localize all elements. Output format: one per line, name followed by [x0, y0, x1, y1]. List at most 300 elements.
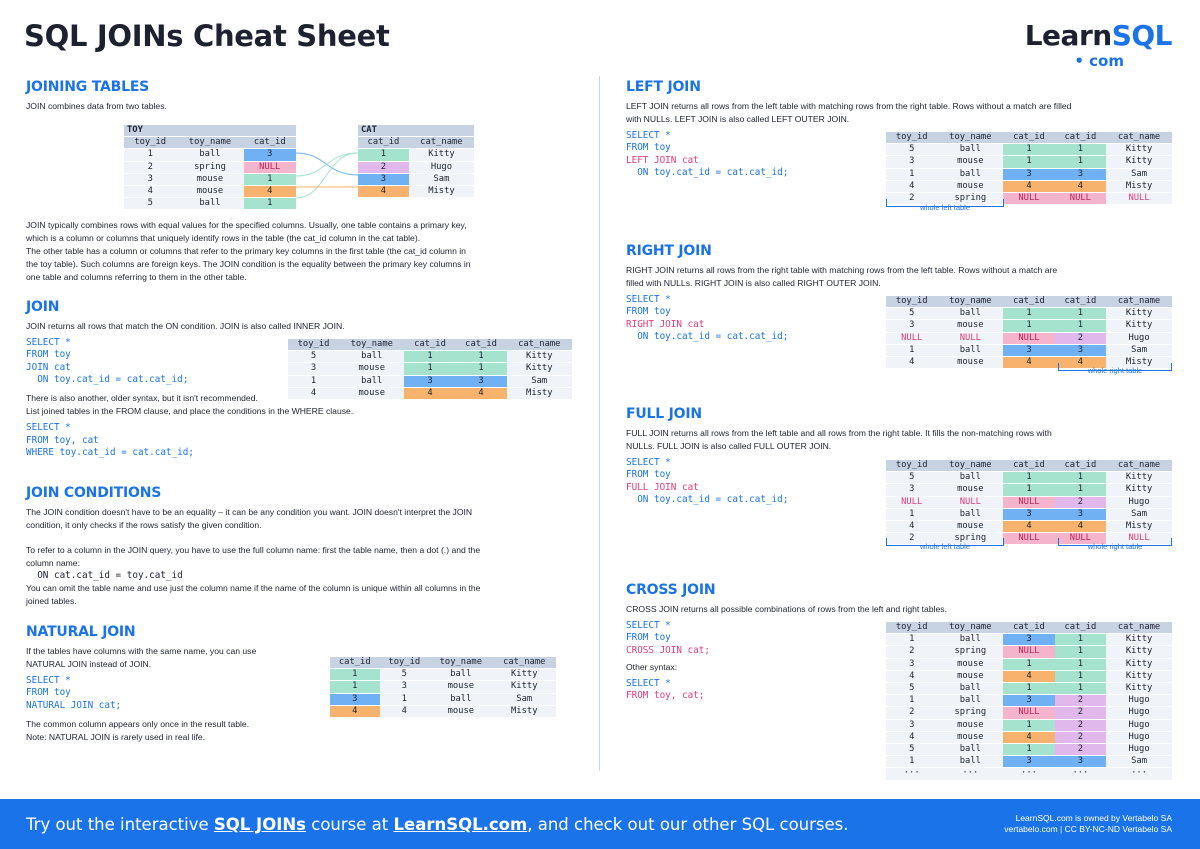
table-cell: 4 [404, 387, 455, 399]
table-cell: spring [176, 161, 243, 173]
table-cell: Sam [1106, 756, 1172, 768]
section-natural-join [26, 623, 256, 744]
table-row [886, 508, 1172, 520]
table-cell: ··· [886, 768, 937, 780]
table-cell: 2 [1055, 744, 1106, 756]
footer-cta [26, 814, 849, 835]
table-cell: 2 [886, 193, 937, 205]
table-cell: 2 [1055, 707, 1106, 719]
table-cell: Kitty [493, 669, 556, 681]
table-cell: 1 [1055, 472, 1106, 484]
conditions-p3: To refer to a column in the JOIN query, you have to use the full column name: first the table name, then a dot (.) and the [26, 545, 481, 556]
table-row [886, 707, 1172, 719]
table-row [886, 683, 1172, 695]
table-cell: ball [937, 634, 1003, 646]
table-cell: 1 [1003, 719, 1054, 731]
table-cell: Kitty [1106, 472, 1172, 484]
code-line: SELECT * [626, 130, 671, 142]
table-cell: NULL [886, 496, 937, 508]
table-cell: Hugo [1106, 744, 1172, 756]
table-cell: 4 [380, 705, 430, 717]
table-cell: NULL [244, 161, 296, 173]
table-cell: 1 [358, 149, 409, 161]
table-cell: 1 [1003, 744, 1054, 756]
table-cell: Kitty [507, 363, 572, 375]
table-cell: 3 [886, 719, 937, 731]
table-cell: 4 [886, 670, 937, 682]
left-brace-label: whole left table [919, 203, 971, 212]
left-p1: LEFT JOIN returns all rows from the left table with matching rows from the right table. Rows without a match are filled [626, 101, 1072, 112]
column-header: cat_id [1003, 296, 1054, 308]
join-note-1: There is also another, older syntax, but it isn't recommended. [26, 393, 258, 404]
logo-sql: SQL [1111, 19, 1172, 52]
column-header: cat_id [1003, 622, 1054, 634]
table-cell: 4 [1055, 357, 1106, 369]
table-cell: 1 [1003, 472, 1054, 484]
joining-intro: JOIN combines data from two tables. [26, 101, 167, 112]
table-cell: 3 [244, 149, 296, 161]
table-cell: NULL [1106, 533, 1172, 545]
table-cell: 4 [1003, 521, 1054, 533]
cross-heading: CROSS JOIN [626, 582, 716, 598]
table-cell: ball [429, 693, 492, 705]
table-cell: mouse [937, 484, 1003, 496]
conditions-p2: condition, it only checks if the rows satisfy the given condition. [26, 520, 262, 531]
table-cell: 1 [1003, 658, 1054, 670]
code-line: FULL JOIN cat [626, 481, 699, 493]
table-cell: 2 [124, 161, 176, 173]
table-row [358, 173, 474, 185]
table-cell: mouse [937, 180, 1003, 192]
table-cell: ball [176, 198, 243, 210]
code-line: ON toy.cat_id = cat.cat_id; [626, 167, 789, 179]
table-cell: mouse [176, 186, 243, 198]
natural-p1: If the tables have columns with the same name, you can use [26, 646, 257, 657]
table-cell: NULL [1003, 193, 1054, 205]
table-cell: 5 [886, 744, 937, 756]
right-heading: RIGHT JOIN [626, 243, 712, 259]
table-row [886, 695, 1172, 707]
join-result-table [288, 339, 572, 400]
natural-heading: NATURAL JOIN [26, 624, 136, 640]
table-cell: spring [937, 646, 1003, 658]
table-cell: 5 [124, 198, 176, 210]
table-cell: Hugo [409, 161, 474, 173]
code-line: WHERE toy.cat_id = cat.cat_id; [26, 446, 194, 458]
table-cell: 2 [1055, 731, 1106, 743]
table-cell: 5 [886, 472, 937, 484]
table-cell: 3 [288, 363, 339, 375]
table-cell: 3 [886, 658, 937, 670]
table-cell: mouse [429, 705, 492, 717]
table-cell: Kitty [1106, 156, 1172, 168]
table-cell: 3 [886, 320, 937, 332]
table-cell: 1 [244, 173, 296, 185]
table-cell: 4 [244, 186, 296, 198]
full-left-brace-label: whole left table [919, 542, 971, 551]
table-cell: mouse [937, 156, 1003, 168]
column-header: cat_name [1106, 460, 1172, 472]
conditions-p6: joined tables. [26, 596, 77, 607]
column-header: cat_id [456, 339, 507, 351]
cta-text: , and check out our other SQL courses. [527, 815, 849, 834]
table-cell: 5 [886, 683, 937, 695]
table-cell: 1 [1055, 156, 1106, 168]
table-row [288, 351, 572, 363]
code-line: SELECT * [626, 457, 671, 469]
column-header: cat_name [493, 657, 556, 669]
conditions-code: ON cat.cat_id = toy.cat_id [26, 570, 183, 582]
table-cell: Hugo [1106, 719, 1172, 731]
table-cell: Misty [1106, 521, 1172, 533]
table-cell: 3 [1055, 344, 1106, 356]
table-cell: ball [937, 744, 1003, 756]
code-line: LEFT JOIN cat [626, 154, 699, 166]
kw-select: SELECT * [26, 337, 71, 349]
column-header: toy_id [380, 657, 430, 669]
table-row [886, 658, 1172, 670]
right-result-table [886, 296, 1172, 369]
column-header: cat_id [244, 137, 296, 149]
table-row [358, 161, 474, 173]
column-header: toy_id [124, 137, 176, 149]
footer-ownership [1004, 813, 1172, 835]
table-cell: 4 [886, 731, 937, 743]
owner-line-2: vertabelo.com | CC BY-NC-ND Vertabelo SA [1004, 824, 1172, 834]
code-line: SELECT * [26, 422, 71, 434]
table-cell: Hugo [1106, 332, 1172, 344]
table-cell: 1 [1055, 670, 1106, 682]
table-cell: Kitty [1106, 484, 1172, 496]
table-cell: 3 [358, 173, 409, 185]
learnsql-link[interactable]: LearnSQL.com [393, 815, 528, 834]
right-p1: RIGHT JOIN returns all rows from the right table with matching rows from the left table. Rows without a match are [626, 265, 1058, 276]
table-cell: Kitty [1106, 308, 1172, 320]
table-cell: NULL [1003, 533, 1054, 545]
table-cell: NULL [937, 332, 1003, 344]
table-cell: ball [937, 508, 1003, 520]
table-cell: 4 [886, 521, 937, 533]
table-cell: 2 [1055, 719, 1106, 731]
logo-com: • com [1074, 52, 1124, 70]
code-line: SELECT * [626, 294, 671, 306]
table-cell: ball [937, 472, 1003, 484]
table-cell: ball [937, 308, 1003, 320]
column-header: cat_name [1106, 296, 1172, 308]
table-cell: 4 [1003, 180, 1054, 192]
table-cell: 2 [886, 533, 937, 545]
conditions-p1: The JOIN condition doesn't have to be an equality – it can be any condition you want. JOIN doesn't interpret the JOIN [26, 507, 473, 518]
table-cell: 1 [1055, 683, 1106, 695]
join-connector-lines [296, 125, 358, 205]
table-cell: 1 [288, 375, 339, 387]
code-line: NATURAL JOIN cat; [26, 699, 122, 711]
table-cell: 3 [1055, 508, 1106, 520]
table-cell: mouse [429, 681, 492, 693]
column-header: cat_id [1003, 460, 1054, 472]
footer-banner [0, 799, 1200, 849]
table-cell: mouse [339, 387, 404, 399]
table-row [886, 634, 1172, 646]
table-row [330, 705, 556, 717]
code-line: RIGHT JOIN cat [626, 318, 705, 330]
table-row [358, 186, 474, 198]
table-cell: mouse [937, 731, 1003, 743]
table-cell: 1 [1055, 308, 1106, 320]
table-row [288, 375, 572, 387]
table-cell: NULL [1003, 332, 1054, 344]
table-cell: Kitty [507, 351, 572, 363]
code-line: ON toy.cat_id = cat.cat_id; [626, 331, 789, 343]
table-cell: 4 [1003, 357, 1054, 369]
join-note-2: List joined tables in the FROM clause, and place the conditions in the WHERE clause. [26, 406, 354, 417]
table-cell: 4 [456, 387, 507, 399]
table-row [886, 521, 1172, 533]
table-cell: ··· [1055, 768, 1106, 780]
joining-para-3: The other table has a column or columns that refer to the primary key columns in the first table (the cat_id column in [26, 246, 466, 256]
table-cell: 3 [1003, 508, 1054, 520]
table-cell: 3 [1003, 168, 1054, 180]
table-row [886, 144, 1172, 156]
table-row [358, 149, 474, 161]
logo-learn: Learn [1024, 19, 1112, 52]
table-cell: NULL [1003, 496, 1054, 508]
code-line: CROSS JOIN cat; [626, 644, 710, 656]
column-header: toy_name [429, 657, 492, 669]
table-row [886, 180, 1172, 192]
column-header: cat_name [1106, 622, 1172, 634]
table-cell: NULL [1055, 193, 1106, 205]
column-header: cat_id [330, 657, 380, 669]
table-cell: Misty [493, 705, 556, 717]
kw-on: ON toy.cat_id = cat.cat_id; [26, 374, 189, 386]
table-cell: 4 [1003, 731, 1054, 743]
conditions-heading: JOIN CONDITIONS [26, 485, 162, 501]
full-heading: FULL JOIN [626, 406, 702, 422]
table-cell: 5 [380, 669, 430, 681]
table-cell: ··· [1106, 768, 1172, 780]
table-cell: ··· [937, 768, 1003, 780]
table-cell: mouse [937, 320, 1003, 332]
table-cell: 1 [1003, 308, 1054, 320]
table-cell: 4 [1055, 180, 1106, 192]
table-cell: NULL [1003, 707, 1054, 719]
table-cell: 2 [1055, 332, 1106, 344]
table-cell: 4 [886, 180, 937, 192]
table-cell: Kitty [1106, 670, 1172, 682]
table-row [288, 387, 572, 399]
table-cell: ball [937, 683, 1003, 695]
table-cell: 1 [886, 344, 937, 356]
table-cell: spring [937, 533, 1003, 545]
full-right-brace-label: whole right table [1087, 542, 1143, 551]
table-cell: Sam [1106, 508, 1172, 520]
table-cell: NULL [1003, 646, 1054, 658]
table-row [886, 756, 1172, 768]
column-header: toy_id [288, 339, 339, 351]
table-cell: ball [937, 168, 1003, 180]
table-cell: 4 [330, 705, 380, 717]
table-cell: NULL [886, 332, 937, 344]
table-row [886, 156, 1172, 168]
table-row [886, 320, 1172, 332]
joining-para-5: one table and columns referring to them in the other table. [26, 272, 247, 282]
table-row [886, 332, 1172, 344]
code-line: SELECT * [626, 678, 671, 690]
table-cell: 1 [456, 363, 507, 375]
natural-p4: Note: NATURAL JOIN is rarely used in real life. [26, 732, 206, 743]
table-cell: spring [937, 707, 1003, 719]
table-cell: ··· [1003, 768, 1054, 780]
table-row [886, 646, 1172, 658]
table-cell: mouse [339, 363, 404, 375]
column-header: toy_name [937, 460, 1003, 472]
table-cell: ball [937, 695, 1003, 707]
table-row [886, 719, 1172, 731]
table-cell: 1 [1055, 484, 1106, 496]
code-line: FROM toy, cat [26, 434, 99, 446]
joining-para-1: JOIN typically combines rows with equal values for the specified columns. Usually, one table contains a primary key, [26, 220, 467, 230]
section-joining-tables [26, 78, 167, 113]
table-cell: 1 [1055, 646, 1106, 658]
column-header: cat_id [1055, 132, 1106, 144]
table-cell: Kitty [1106, 320, 1172, 332]
table-cell: 5 [886, 144, 937, 156]
column-header: toy_name [176, 137, 243, 149]
table-cell: 4 [1003, 670, 1054, 682]
left-heading: LEFT JOIN [626, 79, 701, 95]
table-cell: mouse [937, 719, 1003, 731]
code-line: FROM toy [626, 632, 671, 644]
join-desc: JOIN returns all rows that match the ON condition. JOIN is also called INNER JOIN. [26, 321, 345, 332]
table-cell: 1 [404, 363, 455, 375]
learnsql-logo[interactable] [1022, 18, 1172, 70]
table-cell: 3 [886, 156, 937, 168]
code-line: SELECT * [26, 675, 71, 687]
cross-other: Other syntax: [626, 662, 678, 673]
table-cell: 1 [886, 508, 937, 520]
table-row [886, 670, 1172, 682]
table-row [124, 149, 296, 161]
table-cell: Kitty [1106, 646, 1172, 658]
table-cell: mouse [937, 670, 1003, 682]
natural-code [26, 675, 256, 712]
table-cell: mouse [937, 521, 1003, 533]
column-header: toy_name [937, 622, 1003, 634]
table-cell: 1 [886, 634, 937, 646]
table-cell: 3 [1003, 695, 1054, 707]
table-cell: 1 [330, 681, 380, 693]
table-cell: Misty [507, 387, 572, 399]
joining-para-2: which is a column or columns that uniquely identify rows in the table (the cat_id column in the cat table). [26, 233, 421, 243]
table-cell: Misty [1106, 357, 1172, 369]
kw-from: FROM toy [26, 349, 71, 361]
table-cell: 4 [288, 387, 339, 399]
table-cell: 5 [886, 308, 937, 320]
column-header: toy_name [937, 296, 1003, 308]
table-cell: 3 [1055, 756, 1106, 768]
table-cell: 4 [358, 186, 409, 198]
code-line: FROM toy [26, 687, 71, 699]
natural-p3: The common column appears only once in the result table. [26, 719, 250, 730]
joining-heading: JOINING TABLES [26, 79, 150, 95]
column-header: cat_id [1055, 460, 1106, 472]
full-p1: FULL JOIN returns all rows from the left table and all rows from the right table. It fills the non-matching rows with [626, 428, 1052, 439]
table-cell: 3 [456, 375, 507, 387]
table-cell: ball [937, 344, 1003, 356]
table-cell: Hugo [1106, 731, 1172, 743]
column-header: cat_name [1106, 132, 1172, 144]
sql-joins-course-link[interactable]: SQL JOINs [213, 815, 306, 834]
conditions-p4: column name: [26, 558, 80, 569]
table-cell: Kitty [493, 681, 556, 693]
table-cell: 1 [380, 693, 430, 705]
conditions-p5: You can omit the table name and use just the column name if the name of the column is unique within all columns in the [26, 583, 481, 594]
table-row [288, 363, 572, 375]
table-row [330, 693, 556, 705]
cross-result-table [886, 622, 1172, 781]
join-code-2 [26, 422, 353, 459]
column-header: cat_id [1055, 296, 1106, 308]
table-cell: Sam [507, 375, 572, 387]
table-cell: ball [937, 756, 1003, 768]
code-line: FROM toy, cat; [626, 690, 705, 702]
table-cell: 3 [330, 693, 380, 705]
table-cell: Sam [493, 693, 556, 705]
table-cell: Sam [409, 173, 474, 185]
table-cell: 1 [1055, 634, 1106, 646]
right-brace-label: whole right table [1087, 366, 1143, 375]
table-cell: Misty [409, 186, 474, 198]
table-cell: 1 [330, 669, 380, 681]
table-cell: 5 [288, 351, 339, 363]
table-cell: 1 [404, 351, 455, 363]
table-row [886, 731, 1172, 743]
table-cell: Kitty [1106, 634, 1172, 646]
table-row [886, 744, 1172, 756]
table-cell: 1 [886, 695, 937, 707]
table-row [330, 681, 556, 693]
table-cell: Hugo [1106, 695, 1172, 707]
cross-p1: CROSS JOIN returns all possible combinations of rows from the left and right tables. [626, 604, 947, 615]
table-cell: 1 [1055, 658, 1106, 670]
table-cell: 3 [886, 484, 937, 496]
join-heading: JOIN [26, 299, 60, 315]
table-row [124, 161, 296, 173]
table-cell: 1 [124, 149, 176, 161]
cta-text: Try out the interactive [26, 815, 214, 834]
code-line: FROM toy [626, 142, 671, 154]
table-cell: mouse [937, 658, 1003, 670]
table-cell: 2 [886, 646, 937, 658]
table-cell: 1 [886, 756, 937, 768]
table-cell: 2 [358, 161, 409, 173]
table-cell: NULL [1106, 193, 1172, 205]
left-result-table [886, 132, 1172, 205]
natural-result-table [330, 657, 556, 718]
table-cell: ball [339, 375, 404, 387]
table-row [886, 472, 1172, 484]
table-cell: Kitty [409, 149, 474, 161]
column-header: toy_id [886, 622, 937, 634]
table-caption: CAT [358, 125, 474, 137]
column-header: toy_id [886, 296, 937, 308]
table-cell: 4 [1055, 521, 1106, 533]
right-p2: filled with NULLs. RIGHT JOIN is also called RIGHT OUTER JOIN. [626, 278, 881, 289]
table-cell: NULL [937, 496, 1003, 508]
table-cell: ball [937, 144, 1003, 156]
table-cell: Misty [1106, 180, 1172, 192]
